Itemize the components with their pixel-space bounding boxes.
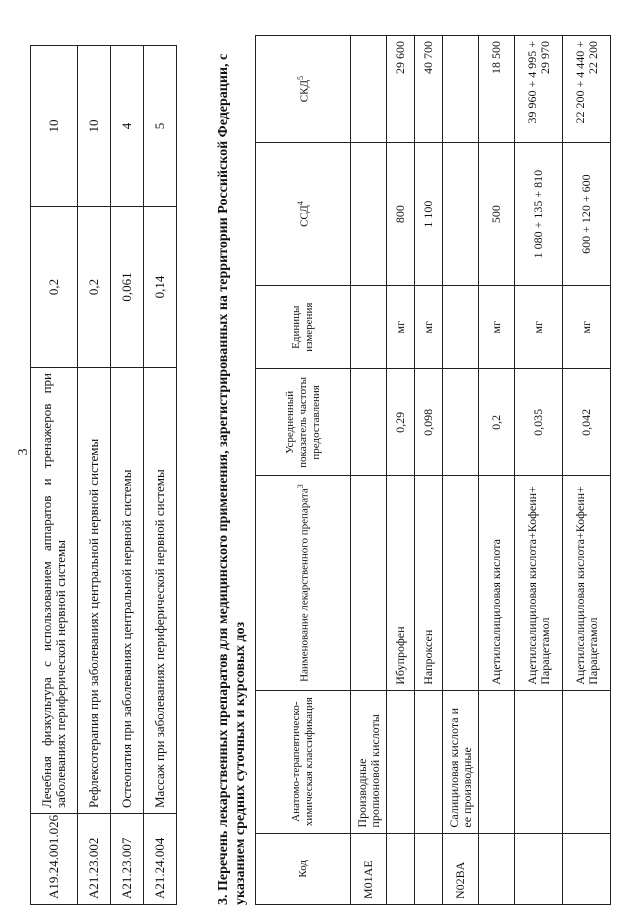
- table-row: [351, 36, 387, 905]
- drug-name: Ибупрофен: [387, 476, 415, 690]
- procedure-name: Рефлексотерапия при заболеваниях центральной нервной системы: [78, 368, 111, 814]
- drug-ssd: 1 100: [415, 143, 443, 286]
- table-row: [443, 36, 479, 905]
- drug-name: Напроксен: [415, 476, 443, 690]
- procedure-frequency: 0,14: [144, 207, 177, 368]
- table-row: [111, 46, 144, 905]
- drug-name: Ацетилсалициловая кислота: [479, 476, 515, 690]
- procedure-multiplicity: 5: [144, 46, 177, 207]
- procedure-code: A21.24.004: [144, 814, 177, 905]
- section-heading: 3. Перечень лекарственных препаратов для медицинского применения, зарегистрированных на территории Российской Федерации, с указанием средних суточных и курсовых доз: [216, 53, 248, 905]
- drug-frequency: 0,29: [387, 369, 415, 476]
- drug-skd: 29 600: [387, 36, 415, 143]
- procedure-multiplicity: 10: [78, 46, 111, 207]
- procedure-name: Остеопатия при заболеваниях центральной нервной системы: [111, 368, 144, 814]
- drug-frequency: 0,035: [515, 369, 563, 476]
- table-row: [479, 36, 515, 905]
- procedure-code: A21.23.007: [111, 814, 144, 905]
- procedure-code: A21.23.002: [78, 814, 111, 905]
- table-row: [387, 36, 415, 905]
- col-header-atc: Анатомо-терапевтическо-химическая классификация: [256, 690, 351, 833]
- drug-ssd: 1 080 + 135 + 810: [515, 143, 563, 286]
- drug-ssd: 600 + 120 + 600: [563, 143, 611, 286]
- drug-frequency: 0,2: [479, 369, 515, 476]
- col-header-ssd: ССД$^4$: [256, 143, 351, 286]
- col-header-drug: Наименование лекарственного препарата$^3$: [256, 476, 351, 690]
- page-number: 3: [16, 448, 31, 456]
- col-header-code: Код: [256, 833, 351, 904]
- table-row: [415, 36, 443, 905]
- atc-group: Производные пропионовой кислоты: [351, 690, 387, 833]
- procedure-multiplicity: 4: [111, 46, 144, 207]
- procedure-frequency: 0,2: [78, 207, 111, 368]
- drug-units: мг: [563, 286, 611, 369]
- drug-ssd: 500: [479, 143, 515, 286]
- procedure-frequency: 0,061: [111, 207, 144, 368]
- footnote-mark: 4: [296, 201, 306, 206]
- table-row: [31, 46, 78, 905]
- drug-skd: 39 960 + 4 995 + 29 970: [515, 36, 563, 143]
- drug-skd: 18 500: [479, 36, 515, 143]
- drug-units: мг: [415, 286, 443, 369]
- table-header-row: [256, 36, 351, 905]
- col-header-frequency: Усредненный показатель частоты предоставления: [256, 369, 351, 476]
- drug-ssd: 800: [387, 143, 415, 286]
- procedure-name: Лечебная физкультура с использованием аппаратов и тренажеров при заболеваниях периферической нервной системы: [31, 368, 78, 814]
- atc-code: N02BA: [443, 833, 479, 904]
- drug-name: Ацетилсалициловая кислота+Кофеин+ Парацетамол: [563, 476, 611, 690]
- drug-units: мг: [515, 286, 563, 369]
- footnote-mark: 3: [296, 484, 306, 489]
- procedure-multiplicity: 10: [31, 46, 78, 207]
- drug-frequency: 0,042: [563, 369, 611, 476]
- drug-skd: 40 700: [415, 36, 443, 143]
- drug-frequency: 0,098: [415, 369, 443, 476]
- footnote-mark: 5: [296, 76, 306, 80]
- drug-name: Ацетилсалициловая кислота+Кофеин+ Парацетамол: [515, 476, 563, 690]
- atc-code: M01AE: [351, 833, 387, 904]
- table-row: [78, 46, 111, 905]
- drug-units: мг: [387, 286, 415, 369]
- procedures-table: [30, 45, 177, 905]
- procedure-code: A19.24.001.026: [31, 814, 78, 905]
- table-row: [144, 46, 177, 905]
- table-row: [563, 36, 611, 905]
- drug-units: мг: [479, 286, 515, 369]
- atc-group: Салициловая кислота и ее производные: [443, 690, 479, 833]
- col-header-units: Единицы измерения: [256, 286, 351, 369]
- col-header-skd: СКД$^5$: [256, 36, 351, 143]
- drugs-table: [255, 35, 611, 905]
- table-row: [515, 36, 563, 905]
- drug-skd: 22 200 + 4 440 + 22 200: [563, 36, 611, 143]
- rotated-page-content: [30, 25, 638, 905]
- procedure-name: Массаж при заболеваниях периферической нервной системы: [144, 368, 177, 814]
- procedure-frequency: 0,2: [31, 207, 78, 368]
